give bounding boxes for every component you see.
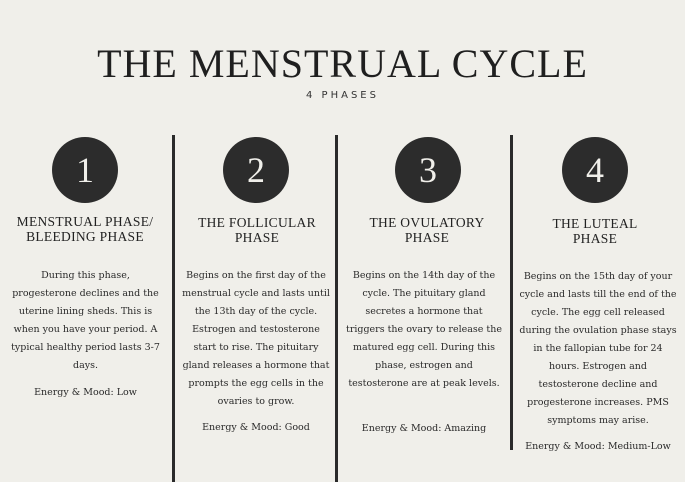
- phase-number-badge: 2: [223, 137, 289, 203]
- phase-description: During this phase, progesterone declines and the uterine lining sheds. This is when you have your period. A typical healthy period lasts 3-7 days.: [11, 270, 160, 371]
- column-divider-1: [172, 135, 175, 482]
- phase-name: MENSTRUAL PHASE/ BLEEDING PHASE: [16, 214, 154, 244]
- phase-number-badge: 3: [395, 137, 461, 203]
- phase-name: THE OVULATORY PHASE: [369, 215, 485, 245]
- page-title: THE MENSTRUAL CYCLE: [97, 41, 588, 86]
- phase-description: Begins on the 14th day of the cycle. The pituitary gland secretes a hormone that triggers the ovary to release the matured egg cell. During this phase, estrogen and testosterone are at peak levels.: [346, 270, 502, 389]
- phase-number-badge: 4: [562, 137, 628, 203]
- phase-description: Begins on the first day of the menstrual cycle and lasts until the 13th day of the cycle. Estrogen and testosterone start to rise. The pituitary gland releases a hormone that prompts the egg cells in the ovaries to grow.: [182, 270, 330, 407]
- phase-mood: Energy & Mood: Low: [34, 387, 137, 398]
- phase-mood: Energy & Mood: Amazing: [361, 423, 487, 434]
- page-subtitle: 4 PHASES: [306, 90, 379, 101]
- phase-mood: Energy & Mood: Medium-Low: [525, 441, 671, 452]
- column-divider-2: [335, 135, 338, 482]
- phase-number-badge: 1: [52, 137, 118, 203]
- phase-mood: Energy & Mood: Good: [202, 422, 310, 433]
- phase-description: Begins on the 15th day of your cycle and lasts till the end of the cycle. The egg cell released during the ovulation phase stays in the fallopian tube for 24 hours. Estrogen and testosterone decline and progesterone increases. PMS symptoms may arise.: [519, 271, 677, 426]
- phase-name: THE LUTEAL PHASE: [552, 216, 638, 246]
- phase-name: THE FOLLICULAR PHASE: [198, 215, 316, 245]
- column-divider-3: [510, 135, 513, 450]
